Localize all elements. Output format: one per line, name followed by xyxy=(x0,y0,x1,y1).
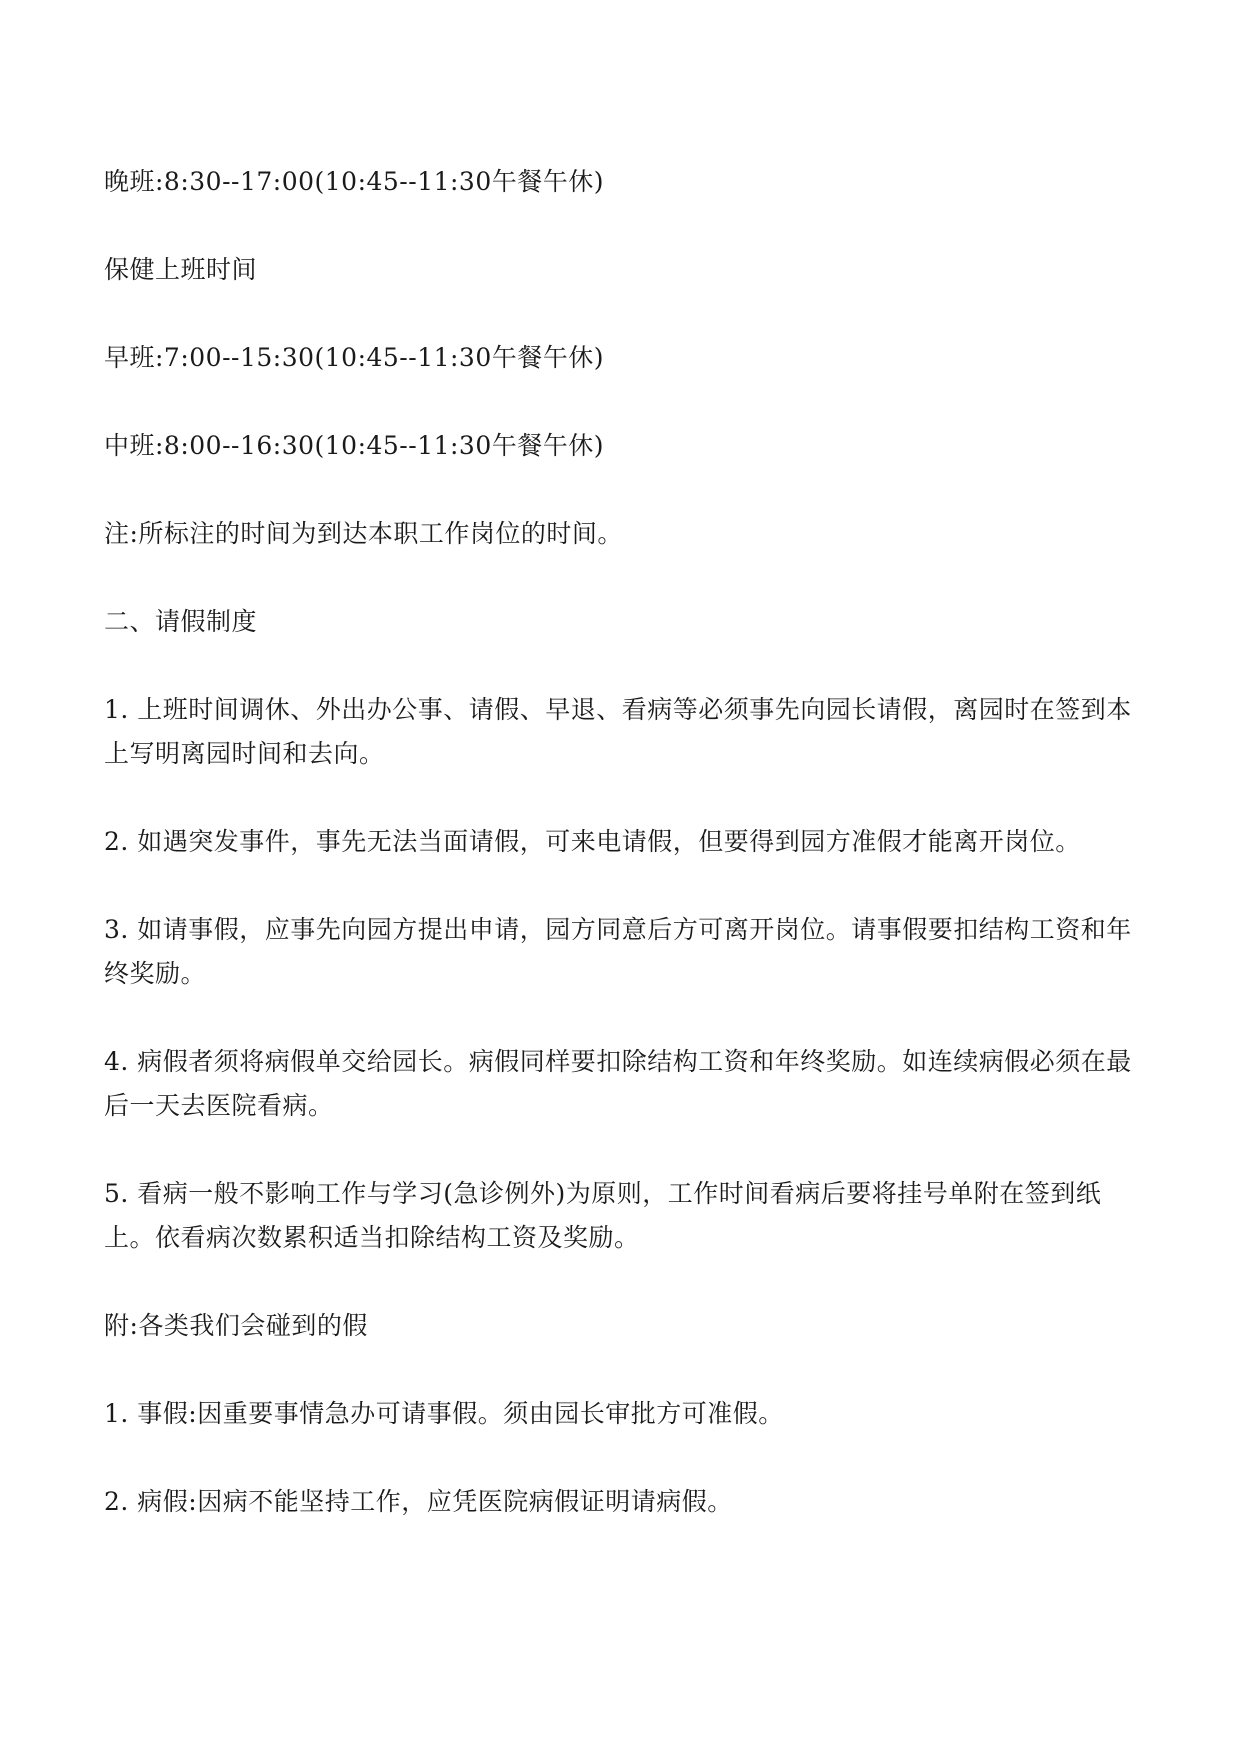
paragraph-leave-policy-heading: 二、请假制度 xyxy=(104,607,258,636)
document-body xyxy=(104,160,1144,1568)
paragraph-rule-1: 1. 上班时间调休、外出办公事、请假、早退、看病等必须事先向园长请假，离园时在签到本上写明离园时间和去向。 xyxy=(104,695,1132,768)
paragraph-note: 注:所标注的时间为到达本职工作岗位的时间。 xyxy=(104,519,623,548)
paragraph-sick-leave: 2. 病假:因病不能坚持工作，应凭医院病假证明请病假。 xyxy=(104,1487,733,1516)
paragraph-rule-5: 5. 看病一般不影响工作与学习(急诊例外)为原则，工作时间看病后要将挂号单附在签到纸上。依看病次数累积适当扣除结构工资及奖励。 xyxy=(104,1179,1102,1252)
paragraph-middle-shift: 中班:8:00--16:30(10:45--11:30午餐午休) xyxy=(104,431,604,460)
paragraph-rule-2: 2. 如遇突发事件，事先无法当面请假，可来电请假，但要得到园方准假才能离开岗位。 xyxy=(104,827,1081,856)
paragraph-rule-4: 4. 病假者须将病假单交给园长。病假同样要扣除结构工资和年终奖励。如连续病假必须在最后一天去医院看病。 xyxy=(104,1047,1132,1120)
paragraph-personal-leave: 1. 事假:因重要事情急办可请事假。须由园长审批方可准假。 xyxy=(104,1399,784,1428)
paragraph-early-shift: 早班:7:00--15:30(10:45--11:30午餐午休) xyxy=(104,343,604,372)
paragraph-rule-3: 3. 如请事假，应事先向园方提出申请，园方同意后方可离开岗位。请事假要扣结构工资和年终奖励。 xyxy=(104,915,1132,988)
paragraph-appendix-heading: 附:各类我们会碰到的假 xyxy=(104,1311,368,1340)
paragraph-health-hours-heading: 保健上班时间 xyxy=(104,255,258,284)
paragraph-late-shift: 晚班:8:30--17:00(10:45--11:30午餐午休) xyxy=(104,167,604,196)
